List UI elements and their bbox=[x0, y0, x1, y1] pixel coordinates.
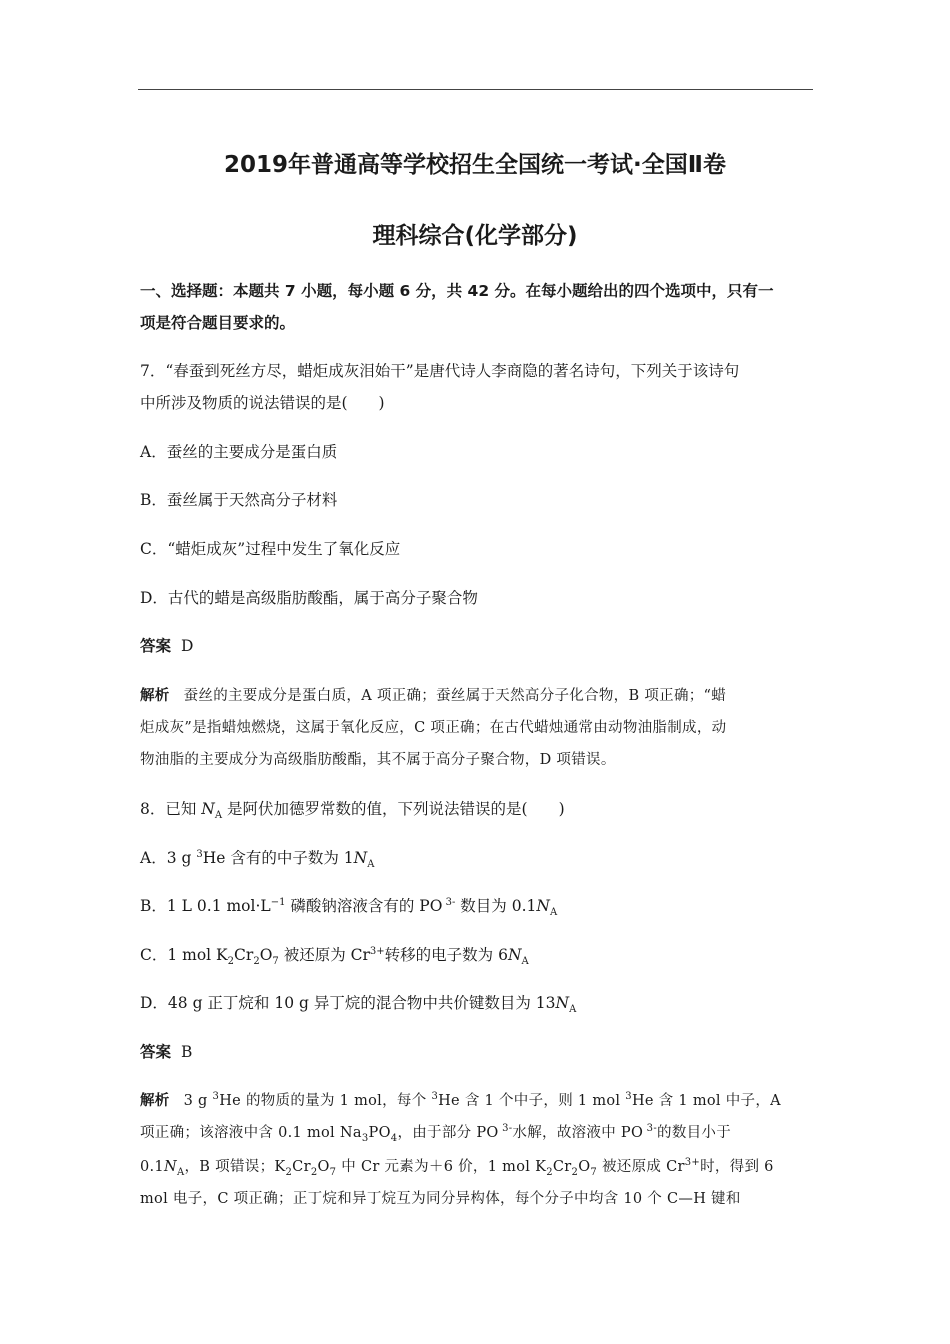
text: 8．已知 bbox=[140, 800, 202, 818]
text: He 含 1 个中子，则 1 mol bbox=[438, 1093, 626, 1109]
subscript: 2 bbox=[253, 956, 260, 968]
q7-option-c: C．“蜡炬成灰”过程中发生了氧化反应 bbox=[140, 540, 401, 558]
text: He 含 1 mol 中子，A bbox=[631, 1093, 781, 1109]
superscript: 3 bbox=[431, 1091, 439, 1103]
section-instructions-line-2: 项是符合题目要求的。 bbox=[140, 314, 296, 332]
q7-analysis-line-3: 物油脂的主要成分为高级脂肪酸酯，其不属于高分子聚合物，D 项错误。 bbox=[140, 752, 616, 768]
superscript: 3 bbox=[625, 1091, 632, 1103]
q8-option-b bbox=[140, 894, 558, 919]
text: Cr bbox=[292, 1159, 311, 1175]
answer-value: B bbox=[181, 1043, 193, 1061]
text: 3 g bbox=[183, 1093, 213, 1109]
avogadro-symbol: N bbox=[507, 946, 522, 964]
header-rule bbox=[138, 89, 813, 90]
subscript: A bbox=[569, 1004, 577, 1016]
text: 是阿伏加德罗常数的值，下列说法错误的是( ) bbox=[222, 800, 565, 818]
subscript: A bbox=[549, 907, 558, 919]
subscript: 7 bbox=[590, 1166, 598, 1178]
subscript: 4 bbox=[390, 1132, 398, 1144]
q8-option-a bbox=[140, 846, 375, 871]
text: 的数目小于 bbox=[657, 1125, 732, 1141]
subscript: 2 bbox=[546, 1166, 553, 1178]
q7-stem-line-1: 7．“春蚕到死丝方尽，蜡炬成灰泪始干”是唐代诗人李商隐的著名诗句，下列关于该诗句 bbox=[140, 362, 740, 380]
text: 数目为 0.1 bbox=[455, 897, 537, 915]
q8-analysis-line-4: mol 电子，C 项正确；正丁烷和异丁烷互为同分异构体，每个分子中均含 10 个 C—H 键和 bbox=[140, 1191, 741, 1207]
text: Cr bbox=[552, 1159, 572, 1175]
analysis-label: 解析 bbox=[140, 688, 170, 704]
q8-answer bbox=[140, 1040, 192, 1062]
text: 0.1 bbox=[140, 1159, 164, 1175]
text: B．1 L 0.1 mol·L bbox=[140, 897, 271, 915]
page-title: 2019年普通高等学校招生全国统一考试·全国Ⅱ卷 bbox=[224, 152, 726, 178]
q7-option-b: B．蚕丝属于天然高分子材料 bbox=[140, 491, 338, 509]
superscript: −1 bbox=[270, 896, 286, 908]
answer-value: D bbox=[181, 637, 194, 655]
ion-charge: 3- bbox=[498, 1123, 513, 1135]
avogadro-symbol: N bbox=[555, 994, 570, 1012]
subscript: A bbox=[176, 1166, 185, 1178]
subscript: A bbox=[214, 810, 223, 822]
q7-option-a: A．蚕丝的主要成分是蛋白质 bbox=[140, 443, 338, 461]
subscript: 7 bbox=[329, 1166, 337, 1178]
q8-option-c bbox=[140, 943, 529, 968]
text: 转移的电子数为 6 bbox=[384, 946, 508, 964]
text: 中 Cr 元素为＋6 价，1 mol K bbox=[336, 1159, 547, 1175]
subscript: 2 bbox=[285, 1166, 293, 1178]
text: He 的物质的量为 1 mol，每个 bbox=[219, 1093, 432, 1109]
answer-label: 答案 bbox=[140, 637, 172, 655]
subscript: 2 bbox=[571, 1166, 579, 1178]
text: ，由于部分 PO bbox=[397, 1125, 499, 1141]
avogadro-symbol: N bbox=[201, 800, 215, 818]
q7-analysis-line-1 bbox=[140, 684, 726, 705]
q8-stem bbox=[140, 797, 565, 822]
superscript: 3+ bbox=[369, 945, 385, 957]
text: 水解，故溶液中 PO bbox=[512, 1125, 644, 1141]
text: 时，得到 6 bbox=[700, 1159, 774, 1175]
q7-answer bbox=[140, 634, 193, 656]
avogadro-symbol: N bbox=[536, 897, 550, 915]
text: ，B 项错误；K bbox=[184, 1159, 286, 1175]
avogadro-symbol: N bbox=[163, 1159, 177, 1175]
q7-stem-line-2: 中所涉及物质的说法错误的是( ) bbox=[140, 394, 385, 412]
q8-analysis-line-3 bbox=[140, 1155, 774, 1176]
q8-option-d bbox=[140, 991, 577, 1016]
q8-analysis-line-2 bbox=[140, 1121, 731, 1142]
subscript: 7 bbox=[272, 956, 279, 968]
text: 项正确；该溶液中含 0.1 mol Na bbox=[140, 1125, 362, 1141]
text: O bbox=[317, 1159, 330, 1175]
subscript: A bbox=[367, 859, 375, 871]
text: 被还原为 Cr bbox=[278, 946, 370, 964]
text: 被还原成 Cr bbox=[597, 1159, 685, 1175]
page-subtitle: 理科综合(化学部分) bbox=[372, 223, 578, 249]
superscript: 3 bbox=[196, 848, 203, 860]
subscript: A bbox=[521, 956, 529, 968]
text: D．48 g 正丁烷和 10 g 异丁烷的混合物中共价键数目为 13 bbox=[140, 994, 556, 1012]
text: He 含有的中子数为 1 bbox=[202, 849, 354, 867]
ion-charge: 3- bbox=[442, 896, 456, 908]
answer-label: 答案 bbox=[140, 1043, 172, 1061]
subscript: 2 bbox=[310, 1166, 318, 1178]
text: A．3 g bbox=[140, 849, 197, 867]
text: O bbox=[259, 946, 273, 964]
q8-analysis-line-1 bbox=[140, 1089, 781, 1110]
text: C．1 mol K bbox=[140, 946, 228, 964]
avogadro-symbol: N bbox=[353, 849, 368, 867]
subscript: 2 bbox=[227, 956, 235, 968]
text: PO bbox=[368, 1125, 391, 1141]
text: Cr bbox=[234, 946, 254, 964]
superscript: 3+ bbox=[684, 1157, 701, 1169]
section-instructions-line-1: 一、选择题：本题共 7 小题，每小题 6 分，共 42 分。在每小题给出的四个选项中，只有一 bbox=[140, 282, 774, 300]
superscript: 3 bbox=[212, 1091, 220, 1103]
q7-analysis-line-2: 炬成灰”是指蜡烛燃烧，这属于氧化反应，C 项正确；在古代蜡烛通常由动物油脂制成，动 bbox=[140, 720, 727, 736]
analysis-text: 蚕丝的主要成分是蛋白质，A 项正确；蚕丝属于天然高分子化合物，B 项正确；“蜡 bbox=[183, 688, 727, 704]
text: O bbox=[578, 1159, 591, 1175]
text: 磷酸钠溶液含有的 PO bbox=[285, 897, 443, 915]
ion-charge: 3- bbox=[643, 1123, 658, 1135]
analysis-label: 解析 bbox=[140, 1093, 170, 1109]
subscript: 3 bbox=[361, 1132, 369, 1144]
q7-option-d: D．古代的蜡是高级脂肪酸酯，属于高分子聚合物 bbox=[140, 589, 478, 607]
